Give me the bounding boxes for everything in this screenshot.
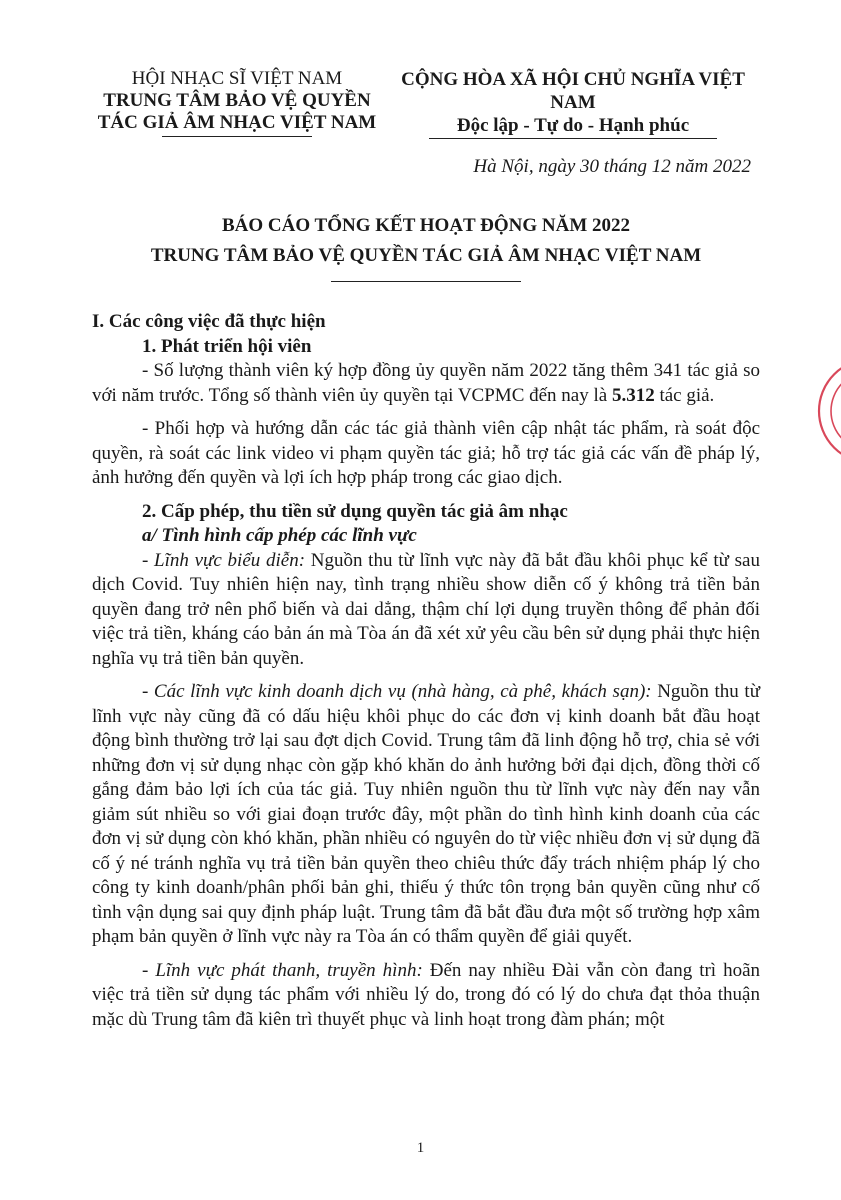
subsection-heading-members: 1. Phát triển hội viên bbox=[142, 335, 312, 357]
broadcast-lead: - Lĩnh vực phát thanh, truyền hình: bbox=[142, 959, 423, 981]
issuing-organization bbox=[92, 68, 382, 137]
national-title: CỘNG HÒA XÃ HỘI CHỦ NGHĨA VIỆT NAM bbox=[401, 69, 745, 113]
performance-text: Nguồn thu từ lĩnh vực này đã bắt đầu khôi phục kể từ sau dịch Covid. Tuy nhiên hiện nay, tình trạng nhiều show diễn cố ý không trả tiền bản quyền đang trở nên phổ biến và dai dẳng, thậm chí lợi dụng truyền thông để phản đối việc trả tiền, kháng cáo bản án mà Tòa án đã xét xử yêu cầu bên sử dụng phải thực hiện nghĩa vụ trả tiền bản quyền. bbox=[92, 549, 760, 669]
title-underline bbox=[331, 281, 521, 282]
members-total: 5.312 bbox=[611, 384, 655, 406]
performance-paragraph bbox=[92, 549, 760, 672]
broadcast-text: Đến nay nhiều Đài vẫn còn đang trì hoãn việc trả tiền sử dụng tác phẩm với nhiều lý do, trong đó có lý do chưa đạt thỏa thuận mặc dù Trung tâm đã kiên trì thuyết phục và linh hoạt trong đàm phán; một bbox=[92, 959, 760, 1030]
header-left-underline bbox=[162, 136, 312, 137]
report-title bbox=[92, 211, 760, 282]
business-lead: - Các lĩnh vực kinh doanh dịch vụ (nhà hàng, cà phê, khách sạn): bbox=[142, 681, 652, 702]
header-right-underline bbox=[429, 138, 717, 139]
report-title-line1: BÁO CÁO TỔNG KẾT HOẠT ĐỘNG NĂM 2022 bbox=[221, 215, 631, 236]
national-motto: Độc lập - Tự do - Hạnh phúc bbox=[456, 115, 690, 136]
national-header bbox=[392, 68, 754, 139]
section-heading: I. Các công việc đã thực hiện bbox=[92, 311, 326, 332]
licensing-subheading: a/ Tình hình cấp phép các lĩnh vực bbox=[142, 525, 417, 546]
center-name-line1: TRUNG TÂM BẢO VỆ QUYỀN bbox=[103, 90, 371, 111]
subsection-heading-licensing: 2. Cấp phép, thu tiền sử dụng quyền tác giả âm nhạc bbox=[142, 500, 568, 522]
center-name-line2: TÁC GIẢ ÂM NHẠC VIỆT NAM bbox=[97, 112, 377, 133]
date-line: Hà Nội, ngày 30 tháng 12 năm 2022 bbox=[473, 156, 751, 177]
broadcast-paragraph bbox=[92, 959, 760, 1033]
parent-organization: HỘI NHẠC SĨ VIỆT NAM bbox=[131, 68, 343, 89]
report-title-line2: TRUNG TÂM BẢO VỆ QUYỀN TÁC GIẢ ÂM NHẠC VIỆT NAM bbox=[150, 245, 702, 266]
members-paragraph-2: - Phối hợp và hướng dẫn các tác giả thành viên cập nhật tác phẩm, rà soát độc quyền, rà soát các link video vi phạm quyền tác giả; hỗ trợ tác giả các vấn đề pháp lý, ảnh hưởng đến quyền và lợi ích hợp pháp trong các giao dịch. bbox=[92, 418, 760, 488]
report-body bbox=[92, 310, 760, 1041]
members-count-text: - Số lượng thành viên ký hợp đồng ủy quyền năm 2022 tăng thêm 341 tác giả so với năm trước. Tổng số thành viên ủy quyền tại VCPMC đến nay là bbox=[92, 360, 760, 406]
red-seal-stamp-icon bbox=[816, 356, 841, 466]
members-paragraph-1 bbox=[92, 359, 760, 408]
business-text: Nguồn thu từ lĩnh vực này cũng đã có dấu hiệu khôi phục do các đơn vị kinh doanh bắt đầu hoạt động bình thường trở lại sau đợt dịch Covid. Trung tâm đã linh động hỗ trợ, chia sẻ với những đơn vị sử dụng nhạc còn gặp khó khăn do ảnh hưởng bởi đại dịch, đồng thời cố gắng đảm bảo lợi ích của tác giả. Tuy nhiên nguồn thu từ lĩnh vực này đến nay vẫn giảm sút nhiều so với giai đoạn trước đây, một phần do tình hình kinh doanh của các đơn vị sử dụng còn khó khăn, phần nhiều có nguyên do từ việc nhiều đơn vị sử dụng đã cố ý né tránh nghĩa vụ trả tiền bản quyền theo chiêu thức đẩy trách nhiệm pháp lý cho công ty kinh doanh/phân phối bản ghi, thiếu ý thức tôn trọng bản quyền cũng như cố tình vận dụng sai quy định pháp luật. Trung tâm đã bắt đầu đưa một số trường hợp xâm phạm bản quyền ở lĩnh vực này ra Tòa án có thẩm quyền để giải quyết. bbox=[92, 681, 760, 947]
performance-lead: - Lĩnh vực biểu diễn: bbox=[142, 549, 306, 571]
business-paragraph bbox=[92, 680, 760, 950]
members-count-suffix: tác giả. bbox=[654, 384, 715, 406]
page-number: 1 bbox=[416, 1140, 425, 1156]
